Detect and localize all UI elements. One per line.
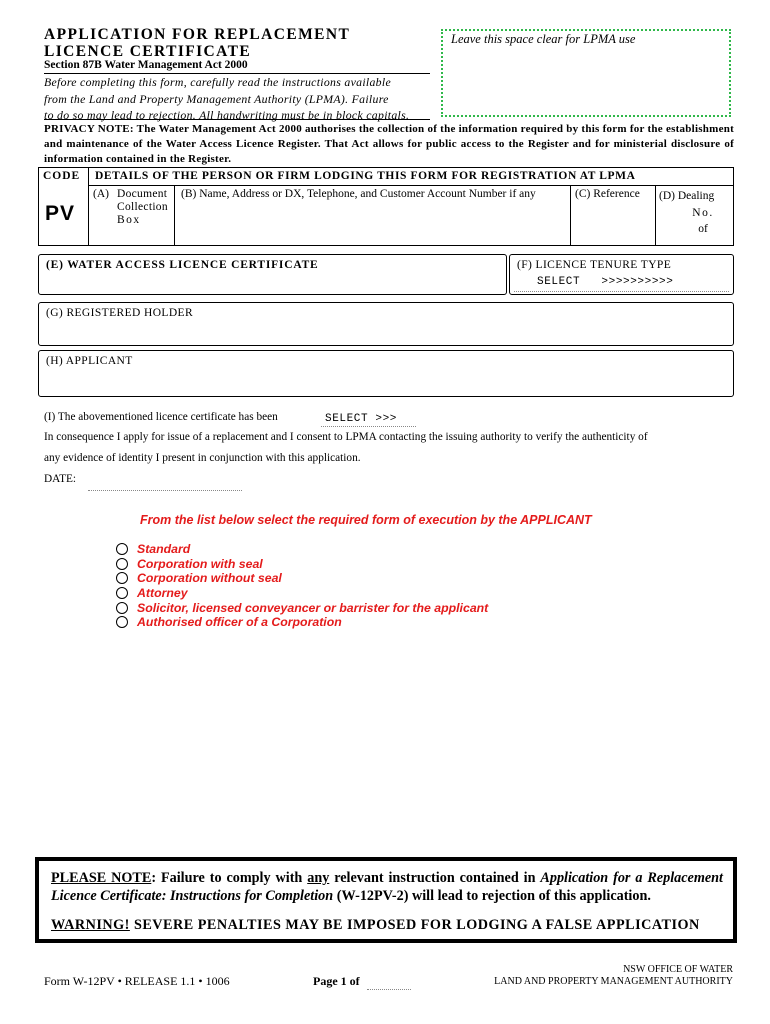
section-g-label: (G) REGISTERED HOLDER — [46, 307, 194, 319]
warning-text — [51, 917, 700, 934]
date-label: DATE: — [44, 473, 77, 485]
execution-option-solicitor[interactable] — [116, 600, 488, 615]
warning-label: WARNING! — [51, 917, 130, 933]
consent-text: any evidence of identity I present in conjunction with this application. — [44, 452, 361, 464]
form-title-line1: APPLICATION FOR REPLACEMENT — [44, 26, 351, 43]
form-id: Form W-12PV • RELEASE 1.1 • 1006 — [44, 974, 230, 988]
note-text: (W-12PV-2) will lead to rejection of this application. — [333, 888, 651, 904]
date-input[interactable] — [88, 476, 242, 491]
divider — [88, 168, 89, 245]
divider — [88, 185, 733, 186]
lpma-use-box — [441, 29, 731, 117]
execution-options — [116, 542, 488, 630]
instructions-line: from the Land and Property Management Authority (LPMA). Failure — [44, 91, 389, 106]
licence-tenure-type-panel — [509, 254, 734, 295]
radio-button[interactable] — [116, 616, 128, 628]
instructions-line: Before completing this form, carefully read the instructions available — [44, 75, 391, 89]
col-a-label: Document — [117, 188, 168, 200]
col-a-label: Collection — [117, 201, 168, 213]
divider — [44, 119, 430, 120]
section-reference: Section 87B Water Management Act 2000 — [44, 59, 248, 71]
warning-message: SEVERE PENALTIES MAY BE IMPOSED FOR LODGING A FALSE APPLICATION — [129, 917, 700, 933]
execution-heading: From the list below select the required form of execution by the APPLICANT — [140, 513, 592, 527]
dealing-number-field[interactable] — [659, 188, 729, 238]
lodging-details-title: DETAILS OF THE PERSON OR FIRM LODGING THIS FORM FOR REGISTRATION AT LPMA — [95, 170, 636, 182]
org-name: LAND AND PROPERTY MANAGEMENT AUTHORITY — [494, 976, 733, 987]
page-label: Page 1 of — [313, 974, 360, 988]
consent-text: In consequence I apply for issue of a replacement and I consent to LPMA contacting the issuing authority to verify the authenticity of — [44, 431, 648, 443]
chevron-right-icon: >>>>>>>>>> — [601, 276, 674, 288]
instructions-line: to do so may lead to rejection. All handwriting must be in block capitals. — [44, 108, 410, 122]
lodging-details-box — [38, 167, 734, 246]
execution-option-attorney[interactable] — [116, 586, 488, 601]
execution-option-standard[interactable] — [116, 542, 488, 557]
col-a-prefix: (A) — [93, 188, 109, 200]
note-emphasis: any — [307, 870, 330, 886]
footer-organisation — [470, 964, 733, 988]
option-label: Standard — [137, 542, 191, 557]
select-value: SELECT >>> — [325, 413, 398, 425]
col-d-label: (D) Dealing — [659, 190, 715, 202]
execution-option-corporation-with-seal[interactable] — [116, 557, 488, 572]
note-text: relevant instruction contained in — [329, 870, 541, 886]
section-i-prefix: (I) The abovementioned licence certificate has been — [44, 411, 278, 423]
col-b-label: (B) Name, Address or DX, Telephone, and Customer Account Number if any — [181, 188, 536, 200]
col-c-label: (C) Reference — [575, 188, 640, 200]
instructions-document-title: Application for a Replacement Licence Certificate: Instructions for Completion — [51, 870, 723, 904]
privacy-note: PRIVACY NOTE: The Water Management Act 2000 authorises the collection of the information required by this form for the establishment and maintenance of the Water Access Licence Register. That Act allows for public access to the Register and for ministerial disclosure of information contained in the Register. — [44, 123, 734, 165]
licence-tenure-type-select[interactable] — [514, 275, 729, 292]
section-e-label: (E) WATER ACCESS LICENCE CERTIFICATE — [46, 259, 319, 271]
execution-option-authorised-officer[interactable] — [116, 615, 488, 630]
instructions-text — [44, 74, 430, 124]
applicant-field[interactable] — [38, 350, 734, 397]
section-f-label: (F) LICENCE TENURE TYPE — [517, 259, 672, 271]
please-note-box — [35, 857, 737, 943]
code-value: PV — [45, 202, 76, 225]
radio-button[interactable] — [116, 572, 128, 584]
section-h-label: (H) APPLICANT — [46, 355, 133, 367]
certificate-status-select[interactable] — [321, 412, 416, 427]
option-label: Solicitor, licensed conveyancer or barrister for the applicant — [137, 600, 489, 615]
radio-button[interactable] — [116, 587, 128, 599]
please-note-text — [51, 869, 723, 905]
divider — [655, 185, 656, 245]
lodger-name-address-field[interactable] — [181, 188, 567, 201]
radio-button[interactable] — [116, 602, 128, 614]
note-text: : Failure to comply with — [151, 870, 308, 886]
divider — [570, 185, 571, 245]
please-note-label: PLEASE NOTE — [51, 870, 152, 886]
code-label: CODE — [43, 170, 81, 182]
reference-field[interactable] — [575, 188, 655, 201]
col-d-label: No. — [692, 206, 714, 219]
licence-certificate-field[interactable] — [38, 254, 507, 295]
option-label: Corporation with seal — [137, 556, 263, 571]
registered-holder-field[interactable] — [38, 302, 734, 346]
lpma-use-label: Leave this space clear for LPMA use — [451, 32, 636, 46]
select-value: SELECT — [537, 276, 581, 288]
option-label: Authorised officer of a Corporation — [137, 615, 342, 630]
form-title — [44, 26, 350, 60]
option-label: Attorney — [137, 586, 188, 601]
col-a-label: Box — [117, 214, 141, 226]
col-d-label: of — [698, 223, 708, 235]
form-title-line2: LICENCE CERTIFICATE — [44, 43, 252, 60]
section-i-statement — [44, 411, 278, 423]
org-name: NSW OFFICE OF WATER — [623, 964, 733, 975]
radio-button[interactable] — [116, 558, 128, 570]
radio-button[interactable] — [116, 543, 128, 555]
option-label: Corporation without seal — [137, 571, 282, 586]
execution-option-corporation-without-seal[interactable] — [116, 571, 488, 586]
total-pages-input[interactable] — [367, 976, 411, 990]
